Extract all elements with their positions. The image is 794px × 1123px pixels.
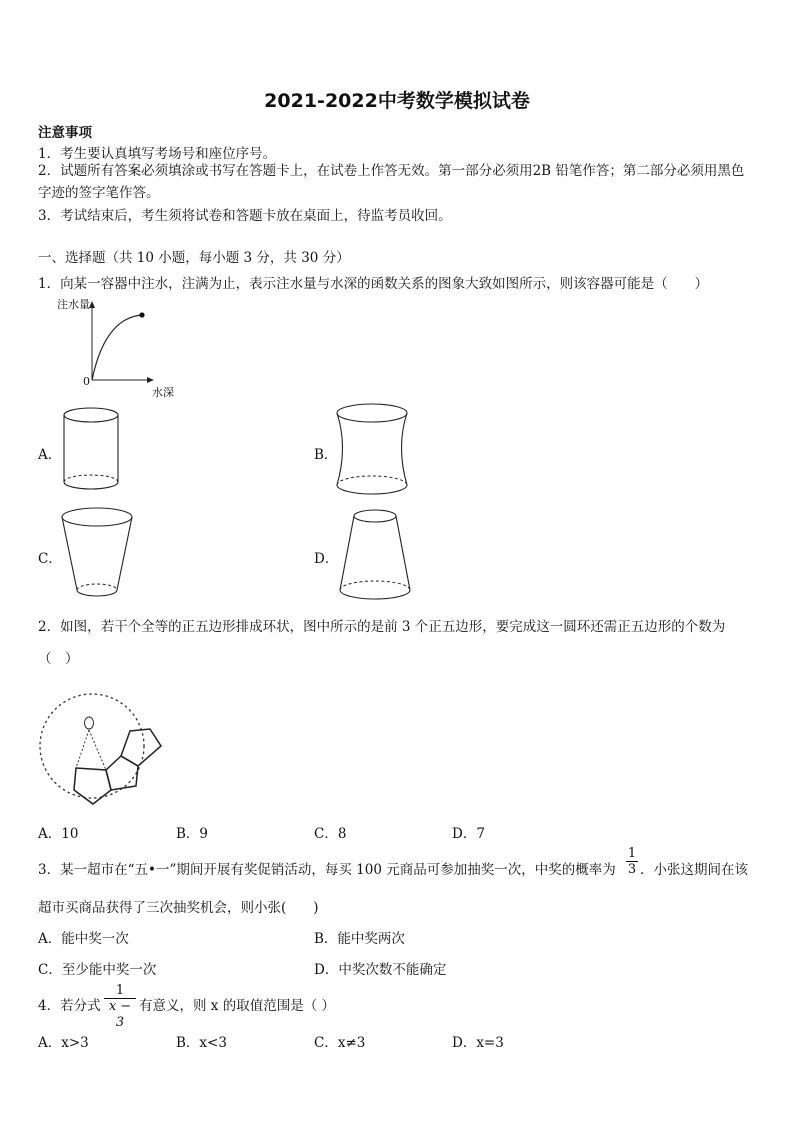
q2-option-d[interactable]: D．7 bbox=[452, 826, 485, 842]
q1-graph-origin: 0 bbox=[83, 375, 90, 388]
q2-option-a[interactable]: A．10 bbox=[38, 826, 79, 842]
q4-text-b: 有意义，则 x 的取值范围是（ ） bbox=[139, 998, 335, 1014]
notes-item-3: 3．考试结束后，考生须将试卷和答题卡放在桌面上，待监考员收回。 bbox=[38, 208, 452, 224]
q3-option-c[interactable]: C．至少能中奖一次 bbox=[38, 962, 157, 978]
q1-option-a[interactable]: A． bbox=[38, 447, 62, 463]
notes-item-1: 1．考生要认真填写考场号和座位序号。 bbox=[38, 146, 277, 162]
q3-option-d[interactable]: D．中奖次数不能确定 bbox=[314, 962, 447, 978]
q4-fraction bbox=[104, 983, 136, 1031]
notes-heading: 注意事项 bbox=[38, 125, 92, 141]
q1-graph-ylabel: 注水量 bbox=[57, 298, 90, 311]
q3-option-b[interactable]: B．能中奖两次 bbox=[314, 931, 405, 947]
q1-graph-xlabel: 水深 bbox=[152, 386, 174, 399]
q4-option-d[interactable]: D．x=3 bbox=[452, 1035, 504, 1051]
q4-option-b[interactable]: B．x<3 bbox=[176, 1035, 227, 1051]
q4-option-a[interactable]: A．x>3 bbox=[38, 1035, 89, 1051]
q1-option-a-cylinder-figure bbox=[62, 404, 122, 496]
page-title: 2021-2022中考数学模拟试卷 bbox=[264, 90, 530, 112]
q4-frac-num: 1 bbox=[115, 983, 125, 998]
q4-option-c[interactable]: C．x≠3 bbox=[314, 1035, 366, 1051]
q2-pentagon-ring-figure bbox=[38, 676, 168, 806]
q1-text: 1．向某一容器中注水，注满为止，表示注水量与水深的函数关系的图象大致如图所示，则该容器可能是（ ） bbox=[38, 276, 709, 292]
q3-text-b: ．小张这期间在该 bbox=[640, 862, 748, 878]
q2-option-c[interactable]: C．8 bbox=[314, 826, 347, 842]
q2-text: 2．如图，若干个全等的正五边形排成环状，图中所示的是前 3 个正五边形，要完成这一圆环还需正五边形的个数为 bbox=[38, 619, 726, 635]
q3-text-a: 3．某一超市在“五•一”期间开展有奖促销活动，每买 100 元商品可参加抽奖一次，中奖的概率为 bbox=[38, 862, 616, 878]
q3-option-a[interactable]: A．能中奖一次 bbox=[38, 931, 129, 947]
q1-option-b-waisted-figure bbox=[334, 402, 414, 498]
q1-option-c[interactable]: C． bbox=[38, 551, 62, 567]
notes-item-2: 2．试题所有答案必须填涂或书写在答题卡上，在试卷上作答无效。第一部分必须用2B 铅笔作答；第二部分必须用黑色字迹的签字笔作答。 bbox=[38, 163, 745, 201]
q4-frac-den: x − 3 bbox=[108, 999, 132, 1030]
q1-option-c-widetop-figure bbox=[60, 506, 140, 602]
q3-frac-den: 3 bbox=[627, 862, 637, 877]
q2-option-b[interactable]: B．9 bbox=[176, 826, 209, 842]
q3-text-c: 超市买商品获得了三次抽奖机会，则小张( ) bbox=[38, 900, 319, 916]
section-heading: 一、选择题（共 10 小题，每小题 3 分，共 30 分） bbox=[38, 250, 350, 266]
q1-option-d-widebottom-figure bbox=[338, 506, 418, 602]
q4-text-a: 4．若分式 bbox=[38, 998, 101, 1014]
q2-blank: （ ） bbox=[38, 651, 79, 667]
q1-option-d[interactable]: D． bbox=[314, 551, 339, 567]
q1-option-b[interactable]: B． bbox=[314, 447, 338, 463]
q3-frac-num: 1 bbox=[627, 846, 637, 861]
q3-fraction bbox=[626, 846, 638, 878]
